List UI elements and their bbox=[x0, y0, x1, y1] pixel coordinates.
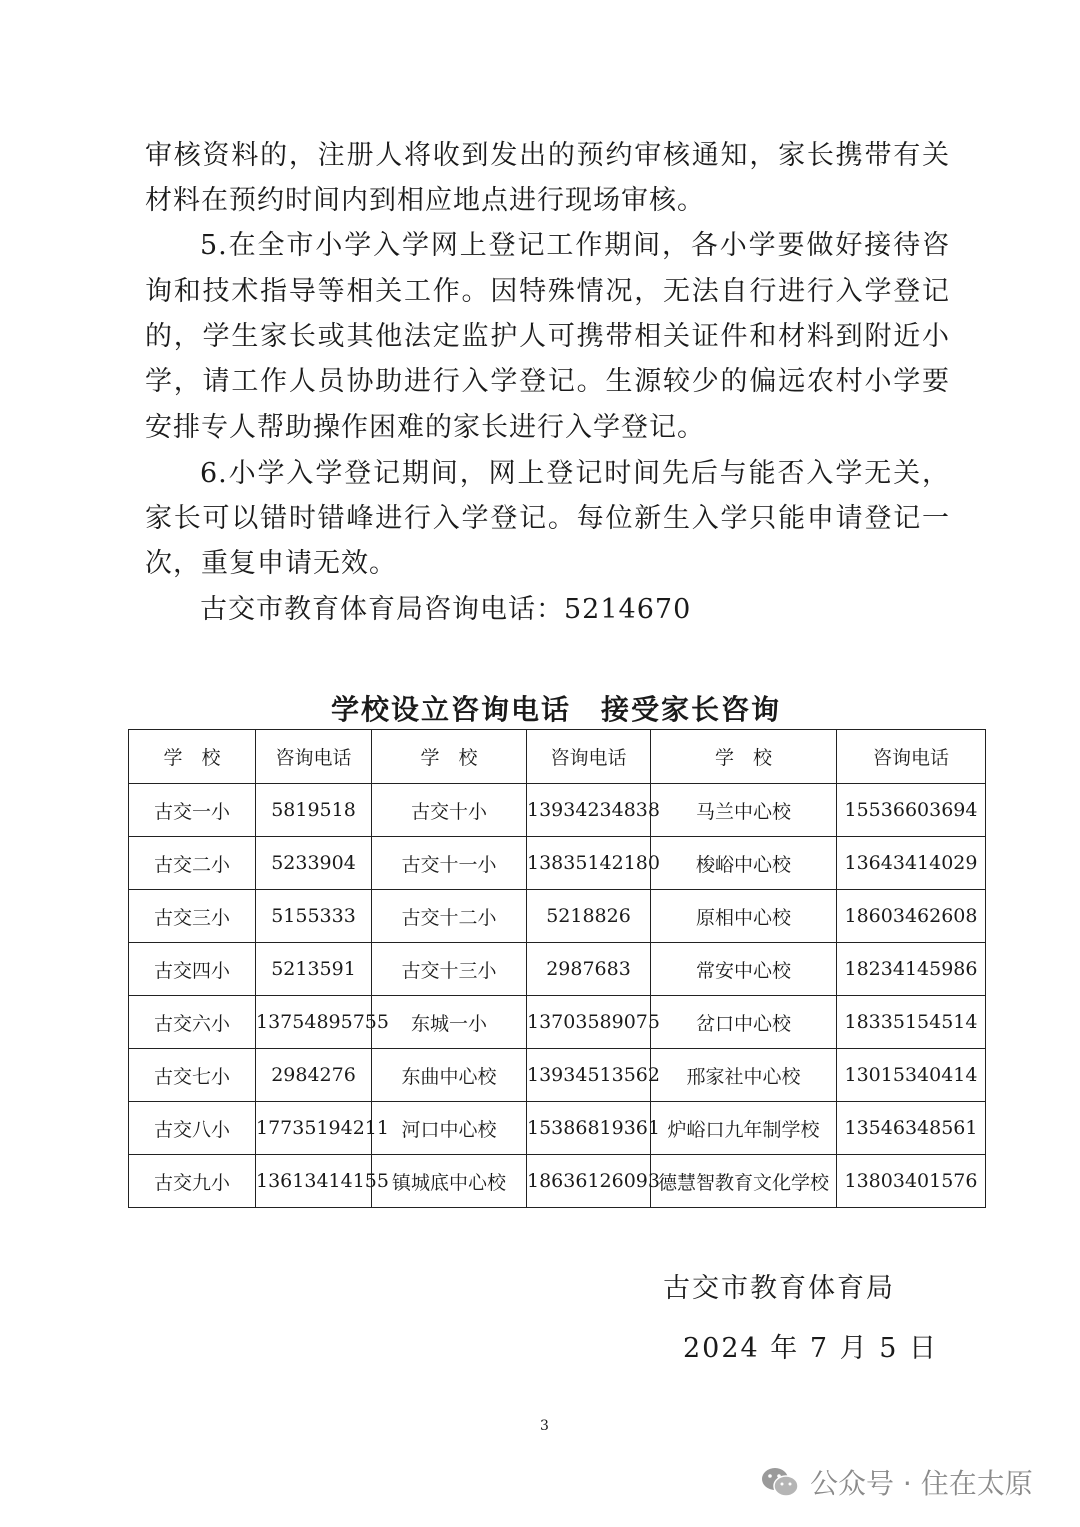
phone-cell: 18335154514 bbox=[837, 996, 986, 1049]
school-cell: 常安中心校 bbox=[651, 943, 837, 996]
table-row bbox=[129, 890, 986, 943]
school-cell: 古交六小 bbox=[129, 996, 256, 1049]
signature-date: 2024 年 7 月 5 日 bbox=[683, 1333, 938, 1364]
school-cell: 马兰中心校 bbox=[651, 784, 837, 837]
paragraph-line: 家长可以错时错峰进行入学登记。每位新生入学只能申请登记一 bbox=[145, 503, 950, 534]
table-header-row bbox=[129, 730, 986, 784]
school-cell: 邢家社中心校 bbox=[651, 1049, 837, 1102]
signature-org: 古交市教育体育局 bbox=[663, 1273, 895, 1304]
school-cell: 古交十二小 bbox=[372, 890, 527, 943]
header-school: 学 校 bbox=[129, 730, 256, 784]
table-row bbox=[129, 1049, 986, 1102]
phone-cell: 2987683 bbox=[527, 943, 651, 996]
watermark-text: 公众号 · 住在太原 bbox=[810, 1467, 1033, 1500]
school-cell: 古交九小 bbox=[129, 1155, 256, 1208]
paragraph-line: 次，重复申请无效。 bbox=[145, 548, 397, 579]
phone-cell: 5155333 bbox=[256, 890, 372, 943]
watermark bbox=[760, 1462, 1033, 1502]
phone-cell: 2984276 bbox=[256, 1049, 372, 1102]
school-cell: 古交一小 bbox=[129, 784, 256, 837]
table-row bbox=[129, 943, 986, 996]
wechat-icon bbox=[760, 1465, 800, 1499]
phone-cell: 13934513562 bbox=[527, 1049, 651, 1102]
header-phone: 咨询电话 bbox=[527, 730, 651, 784]
school-cell: 河口中心校 bbox=[372, 1102, 527, 1155]
phone-cell: 13015340414 bbox=[837, 1049, 986, 1102]
paragraph-line: 安排专人帮助操作困难的家长进行入学登记。 bbox=[145, 412, 705, 443]
header-phone: 咨询电话 bbox=[837, 730, 986, 784]
header-phone: 咨询电话 bbox=[256, 730, 372, 784]
school-cell: 炉峪口九年制学校 bbox=[651, 1102, 837, 1155]
school-cell: 东城一小 bbox=[372, 996, 527, 1049]
school-cell: 古交十小 bbox=[372, 784, 527, 837]
phone-cell: 18603462608 bbox=[837, 890, 986, 943]
phone-cell: 13643414029 bbox=[837, 837, 986, 890]
table-title: 学校设立咨询电话 接受家长咨询 bbox=[330, 693, 781, 726]
school-cell: 古交十一小 bbox=[372, 837, 527, 890]
school-cell: 古交三小 bbox=[129, 890, 256, 943]
school-cell: 岔口中心校 bbox=[651, 996, 837, 1049]
table-row bbox=[129, 837, 986, 890]
phone-cell: 5233904 bbox=[256, 837, 372, 890]
table-row bbox=[129, 1102, 986, 1155]
table-row bbox=[129, 784, 986, 837]
paragraph-line: 材料在预约时间内到相应地点进行现场审核。 bbox=[145, 185, 705, 216]
phone-cell: 15386819361 bbox=[527, 1102, 651, 1155]
paragraph-line: 的，学生家长或其他法定监护人可携带相关证件和材料到附近小 bbox=[145, 321, 950, 352]
phone-cell: 15536603694 bbox=[837, 784, 986, 837]
school-cell: 镇城底中心校 bbox=[372, 1155, 527, 1208]
phone-cell: 5213591 bbox=[256, 943, 372, 996]
school-cell: 古交二小 bbox=[129, 837, 256, 890]
school-cell: 原相中心校 bbox=[651, 890, 837, 943]
header-school: 学 校 bbox=[372, 730, 527, 784]
phone-cell: 5218826 bbox=[527, 890, 651, 943]
phone-cell: 18636126093 bbox=[527, 1155, 651, 1208]
phone-cell: 5819518 bbox=[256, 784, 372, 837]
phone-cell: 18234145986 bbox=[837, 943, 986, 996]
header-school: 学 校 bbox=[651, 730, 837, 784]
school-cell: 德慧智教育文化学校 bbox=[651, 1155, 837, 1208]
paragraph-line: 审核资料的，注册人将收到发出的预约审核通知，家长携带有关 bbox=[145, 140, 950, 171]
phone-cell: 17735194211 bbox=[256, 1102, 372, 1155]
school-cell: 古交八小 bbox=[129, 1102, 256, 1155]
phone-cell: 13835142180 bbox=[527, 837, 651, 890]
paragraph-line: 6.小学入学登记期间，网上登记时间先后与能否入学无关， bbox=[200, 458, 950, 489]
phone-cell: 13934234838 bbox=[527, 784, 651, 837]
phone-cell: 13613414155 bbox=[256, 1155, 372, 1208]
school-cell: 古交七小 bbox=[129, 1049, 256, 1102]
phone-cell: 13803401576 bbox=[837, 1155, 986, 1208]
school-cell: 古交十三小 bbox=[372, 943, 527, 996]
phone-cell: 13546348561 bbox=[837, 1102, 986, 1155]
table-row bbox=[129, 996, 986, 1049]
paragraph-line: 5.在全市小学入学网上登记工作期间，各小学要做好接待咨 bbox=[200, 230, 950, 261]
school-phone-table bbox=[128, 729, 986, 1208]
phone-cell: 13703589075 bbox=[527, 996, 651, 1049]
consult-phone-line: 古交市教育体育局咨询电话：5214670 bbox=[200, 594, 692, 625]
school-cell: 梭峪中心校 bbox=[651, 837, 837, 890]
school-cell: 古交四小 bbox=[129, 943, 256, 996]
table-row bbox=[129, 1155, 986, 1208]
page-number: 3 bbox=[540, 1418, 549, 1434]
paragraph-line: 询和技术指导等相关工作。因特殊情况，无法自行进行入学登记 bbox=[145, 276, 950, 307]
paragraph-line: 学，请工作人员协助进行入学登记。生源较少的偏远农村小学要 bbox=[145, 366, 950, 397]
school-cell: 东曲中心校 bbox=[372, 1049, 527, 1102]
phone-cell: 13754895755 bbox=[256, 996, 372, 1049]
